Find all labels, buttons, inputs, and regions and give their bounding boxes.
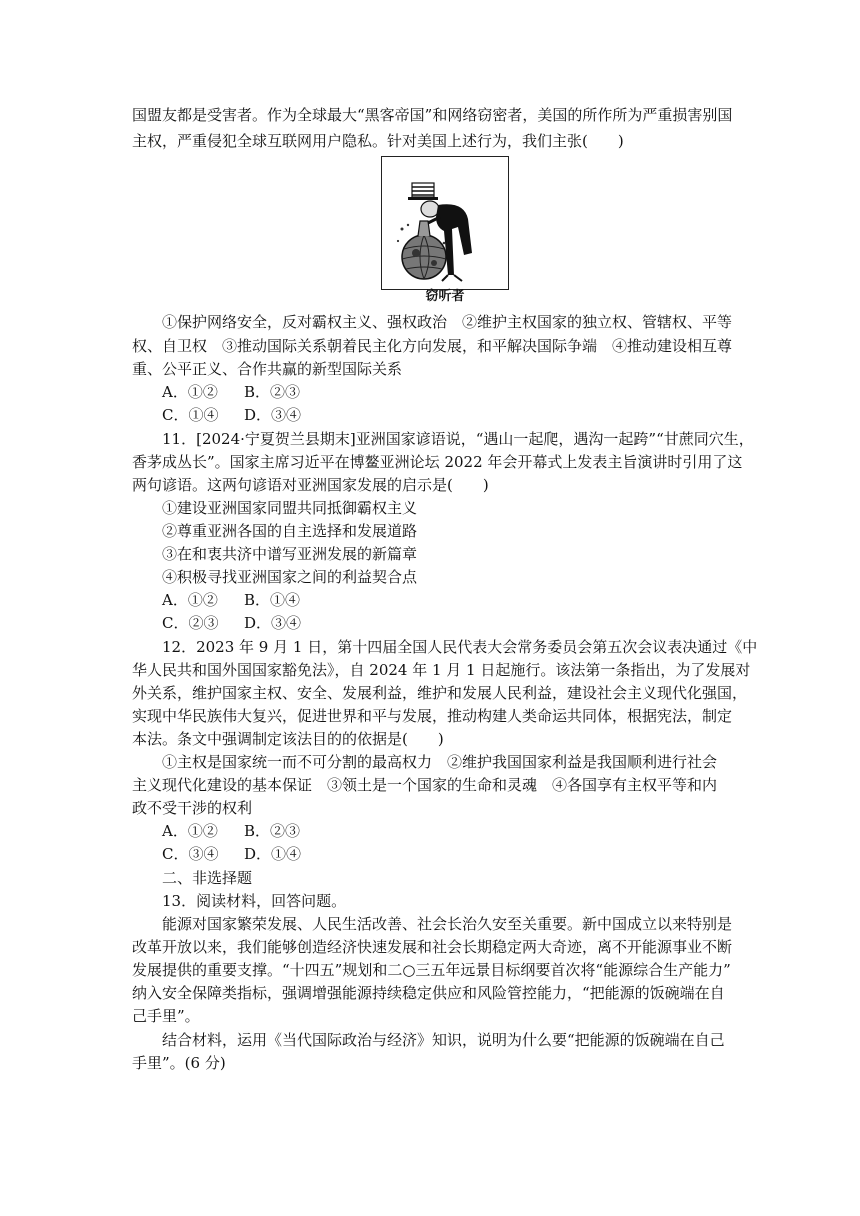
q10-option-b: B．②③ — [244, 383, 301, 401]
q12-option-a: A．①② — [162, 822, 218, 840]
q13-material-line-5: 己手里”。 — [132, 1007, 200, 1025]
figure-caption: 窃听者 — [425, 289, 465, 304]
q12-line-2: 华人民共和国外国国家豁免法》，自 2024 年 1 月 1 日起施行。该法第一条指出，为了发展对 — [132, 661, 751, 679]
q12-option-c: C．③④ — [162, 845, 219, 863]
q10-statements-line-1: ①保护网络安全，反对霸权主义、强权政治 ②维护主权国家的独立权、管辖权、平等 — [162, 313, 733, 331]
q11-line-3: 两句谚语。这两句谚语对亚洲国家发展的启示是( ) — [132, 476, 489, 494]
q11-line-1: 11．[2024·宁夏贺兰县期末]亚洲国家谚语说，“遇山一起爬，遇沟一起跨”“甘蔗同穴生， — [162, 430, 754, 448]
q10-line-1: 国盟友都是受害者。作为全球最大“黑客帝国”和网络窃密者，美国的所作所为严重损害别国 — [132, 106, 733, 124]
q10-line-2: 主权，严重侵犯全球互联网用户隐私。针对美国上述行为，我们主张( ) — [132, 132, 624, 150]
q13-material-line-1: 能源对国家繁荣发展、人民生活改善、社会长治久安至关重要。新中国成立以来特别是 — [162, 915, 733, 933]
q13-material-line-2: 改革开放以来，我们能够创造经济快速发展和社会长期稳定两大奇迹，离不开能源事业不断 — [132, 938, 733, 956]
q11-statement-3: ③在和衷共济中谱写亚洲发展的新篇章 — [162, 545, 418, 563]
q13-question-line-1: 结合材料，运用《当代国际政治与经济》知识，说明为什么要“把能源的饭碗端在自己 — [162, 1031, 725, 1049]
q12-statements-line-1: ①主权是国家统一而不可分割的最高权力 ②维护我国国家利益是我国顺利进行社会 — [162, 753, 718, 771]
q11-option-d: D．③④ — [244, 614, 302, 632]
q12-line-1: 12．2023 年 9 月 1 日，第十四届全国人民代表大会常务委员会第五次会议表决通过《中 — [162, 638, 758, 656]
q12-line-4: 实现中华民族伟大复兴，促进世界和平与发展，推动构建人类命运共同体，根据宪法，制定 — [132, 707, 733, 725]
q11-statement-2: ②尊重亚洲各国的自主选择和发展道路 — [162, 522, 418, 540]
q10-option-d: D．③④ — [244, 406, 302, 424]
q12-statements-line-2: 主义现代化建设的基本保证 ③领土是一个国家的生命和灵魂 ④各国享有主权平等和内 — [132, 776, 718, 794]
q10-option-c: C．①④ — [162, 406, 219, 424]
q12-statements-line-3: 政不受干涉的权利 — [132, 799, 253, 817]
q11-option-b: B．①④ — [244, 591, 301, 609]
eavesdropper-cartoon — [381, 156, 509, 290]
eavesdropper-cartoon-drawing — [382, 157, 507, 288]
q11-statement-1: ①建设亚洲国家同盟共同抵御霸权主义 — [162, 499, 418, 517]
q12-line-3: 外关系，维护国家主权、安全、发展利益，维护和发展人民利益，建设社会主义现代化强国， — [132, 684, 748, 702]
q12-option-d: D．①④ — [244, 845, 302, 863]
q11-option-a: A．①② — [162, 591, 218, 609]
q11-line-2: 香茅成丛长”。国家主席习近平在博鳌亚洲论坛 2022 年会开幕式上发表主旨演讲时引用了这 — [132, 453, 743, 471]
q13-intro: 13．阅读材料，回答问题。 — [162, 892, 347, 910]
q13-material-line-4: 纳入安全保障类指标，强调增强能源持续稳定供应和风险管控能力，“把能源的饭碗端在自 — [132, 984, 725, 1002]
q12-line-5: 本法。条文中强调制定该法目的的依据是( ) — [132, 730, 444, 748]
q13-material-line-3: 发展提供的重要支撑。“十四五”规划和二○三五年远景目标纲要首次将“能源综合生产能力” — [132, 961, 731, 979]
q13-question-line-2: 手里”。(6 分) — [132, 1054, 226, 1072]
q11-option-c: C．②③ — [162, 614, 219, 632]
q10-statements-line-3: 重、公平正义、合作共赢的新型国际关系 — [132, 360, 403, 378]
q12-option-b: B．②③ — [244, 822, 301, 840]
q11-statement-4: ④积极寻找亚洲国家之间的利益契合点 — [162, 568, 418, 586]
section-heading: 二、非选择题 — [162, 869, 253, 887]
q10-option-a: A．①② — [162, 383, 218, 401]
q10-statements-line-2: 权、自卫权 ③推动国际关系朝着民主化方向发展，和平解决国际争端 ④推动建设相互尊 — [132, 337, 733, 355]
